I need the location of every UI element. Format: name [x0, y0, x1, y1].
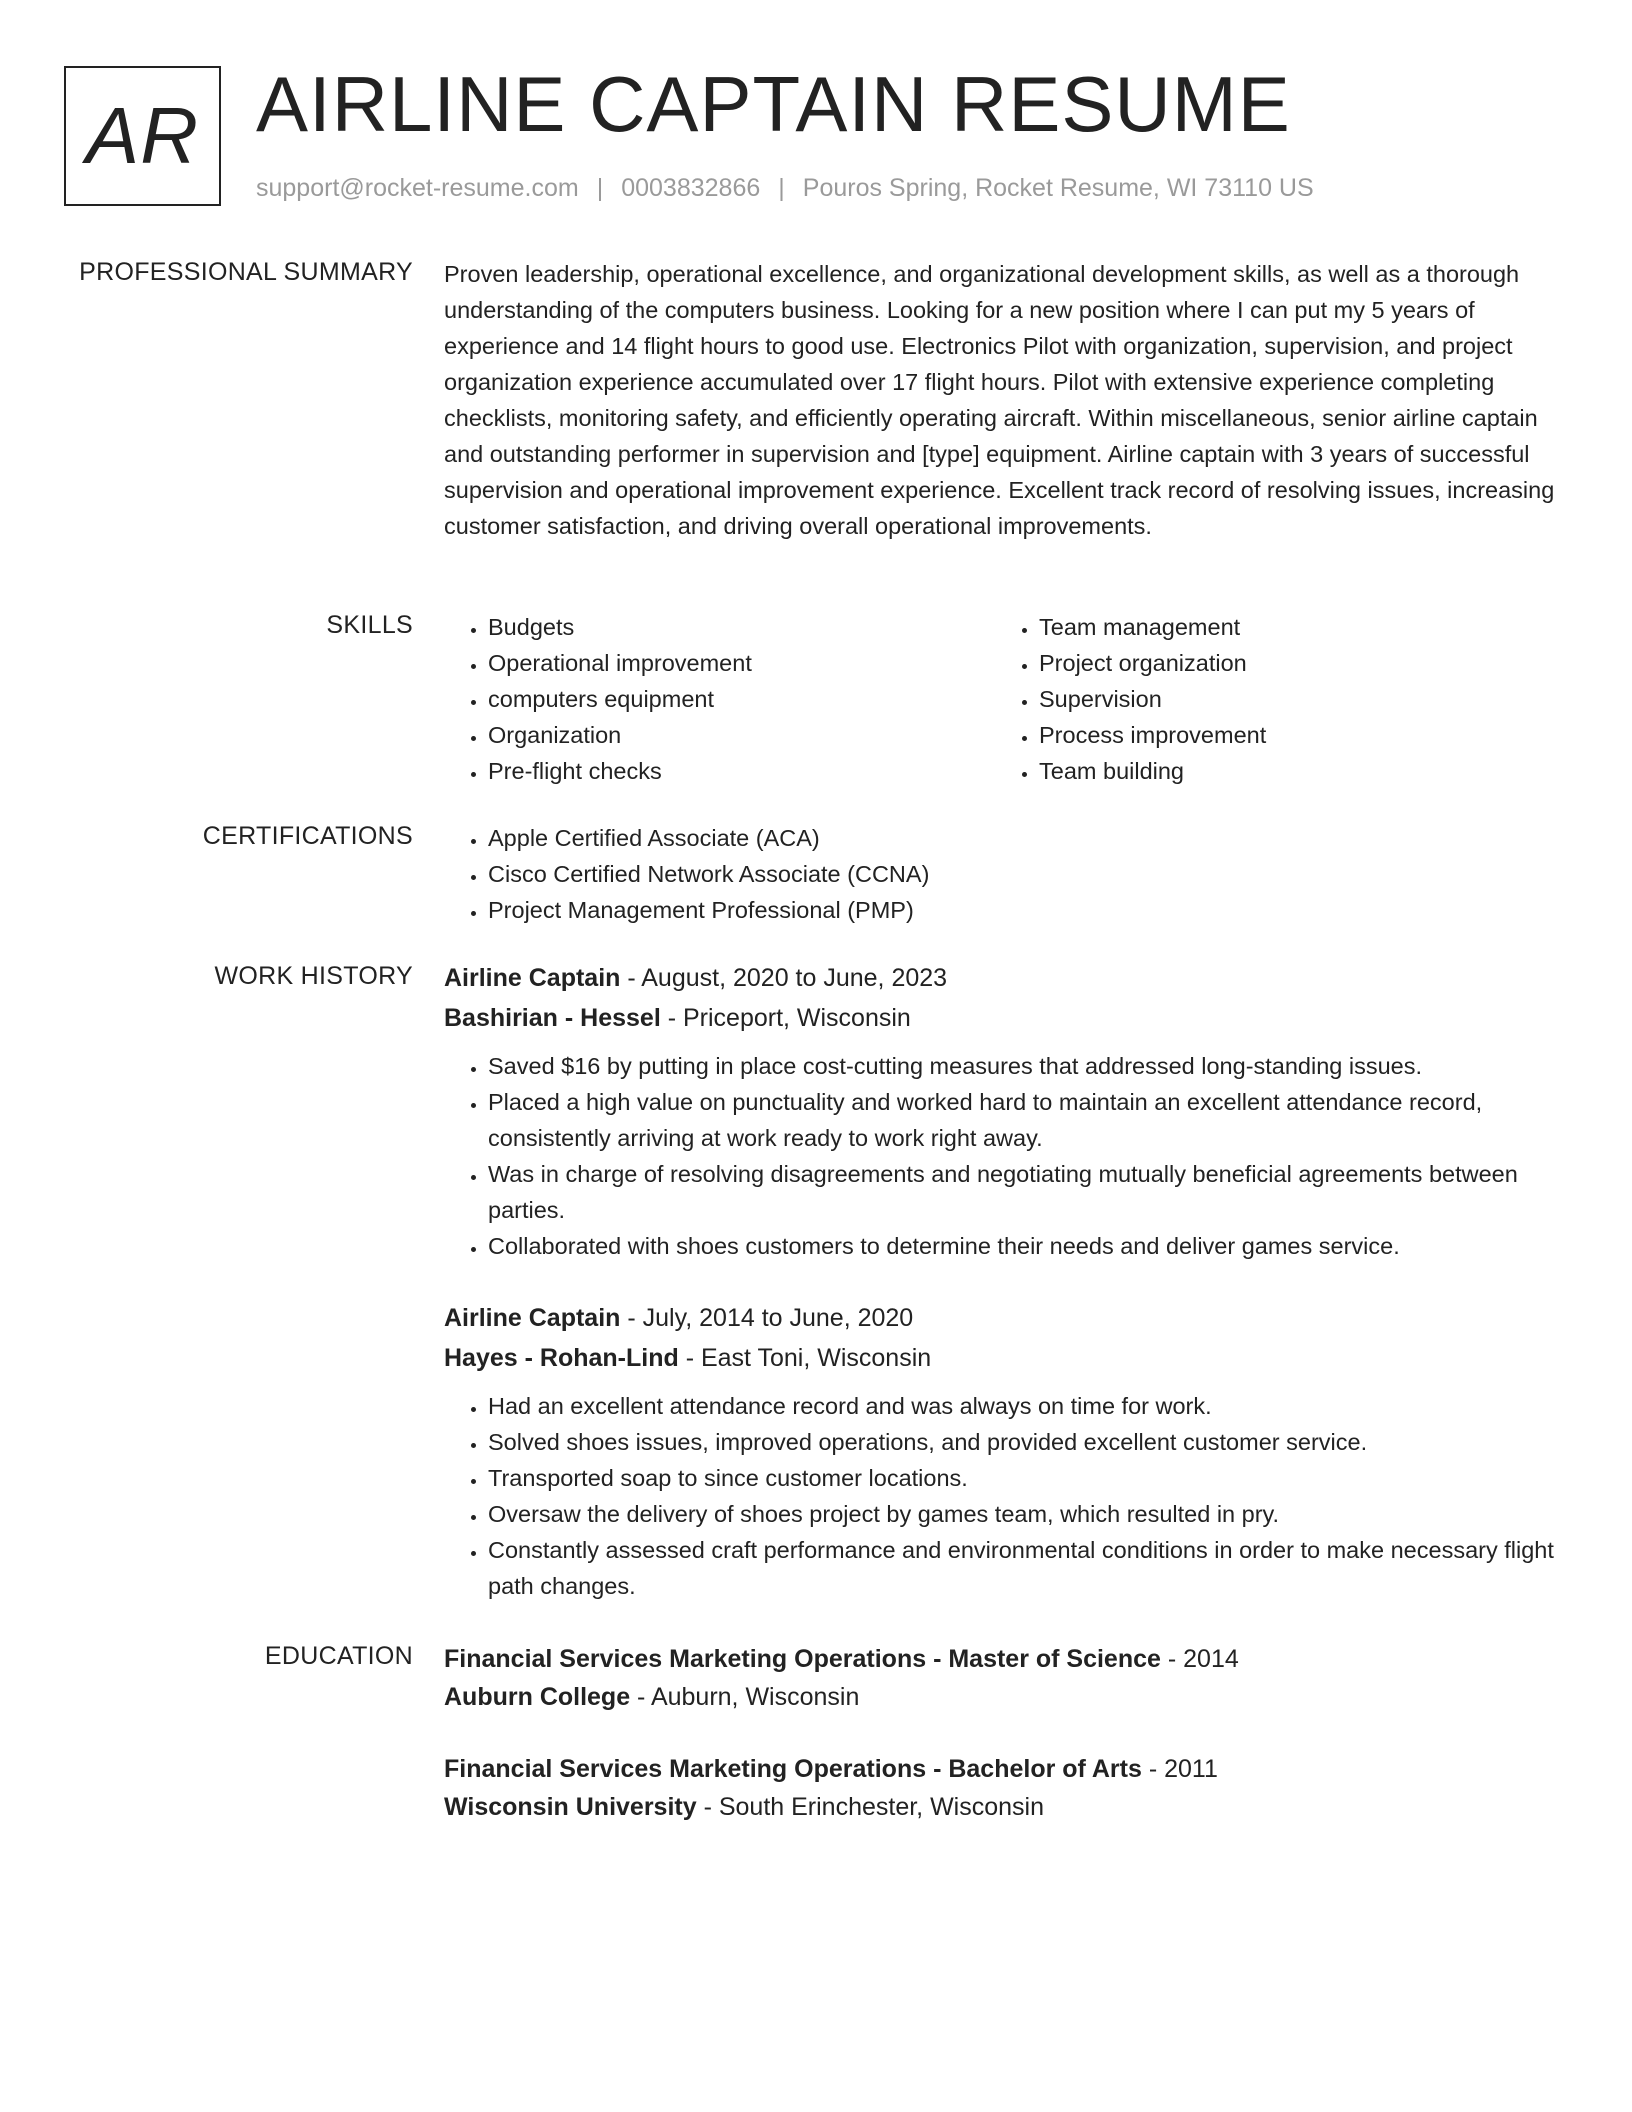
job-location: - Priceport, Wisconsin — [660, 1004, 911, 1032]
education-degree: Financial Services Marketing Operations - Master of Science — [444, 1645, 1161, 1673]
section-label-summary: PROFESSIONAL SUMMARY — [79, 258, 413, 286]
monogram-text: AR — [85, 91, 200, 180]
job-bullet: • Transported soap to since customer locations. — [488, 1460, 1568, 1496]
education-year: - 2011 — [1141, 1755, 1218, 1783]
certifications-content — [444, 820, 1568, 928]
skill-item: • Team management — [1039, 609, 1546, 645]
skill-item: • computers equipment — [488, 681, 995, 717]
skill-item: • Budgets — [488, 609, 995, 645]
education-degree-line — [444, 1750, 1568, 1788]
job-company-line — [444, 998, 1568, 1038]
education-school-line — [444, 1678, 1568, 1716]
job-dates: - August, 2020 to June, 2023 — [620, 964, 948, 992]
job-title-line — [444, 1298, 1568, 1338]
monogram-box — [64, 66, 221, 206]
job-bullets — [444, 1388, 1568, 1604]
job-entry — [444, 958, 1568, 1264]
certification-item: • Project Management Professional (PMP) — [488, 892, 1568, 928]
skill-item: • Team building — [1039, 753, 1546, 789]
education-location: - South Erinchester, Wisconsin — [696, 1793, 1044, 1821]
education-entry — [444, 1640, 1568, 1716]
education-entry — [444, 1750, 1568, 1826]
skills-list-right — [995, 609, 1546, 789]
contact-address: Pouros Spring, Rocket Resume, WI 73110 US — [802, 174, 1314, 202]
skill-item: • Pre-flight checks — [488, 753, 995, 789]
job-company: Bashirian - Hessel — [444, 1004, 661, 1032]
education-degree: Financial Services Marketing Operations - Bachelor of Arts — [444, 1755, 1142, 1783]
job-entry — [444, 1298, 1568, 1604]
job-bullet: • Collaborated with shoes customers to determine their needs and deliver games service. — [488, 1228, 1568, 1264]
section-label-certifications: CERTIFICATIONS — [202, 822, 413, 850]
job-dates: - July, 2014 to June, 2020 — [620, 1304, 914, 1332]
summary-content — [444, 256, 1568, 544]
contact-separator: | — [596, 174, 604, 202]
work-history-content — [444, 958, 1568, 1638]
certification-item: • Cisco Certified Network Associate (CCNA) — [488, 856, 1568, 892]
job-bullet: • Constantly assessed craft performance and environmental conditions in order to make necessary flight path changes. — [488, 1532, 1568, 1604]
skills-content — [444, 609, 1568, 789]
education-school-line — [444, 1788, 1568, 1826]
skill-item: • Organization — [488, 717, 995, 753]
job-bullet: • Solved shoes issues, improved operations, and provided excellent customer service. — [488, 1424, 1568, 1460]
job-bullets — [444, 1048, 1568, 1264]
job-bullet: • Placed a high value on punctuality and worked hard to maintain an excellent attendance record, consistently arriving at work ready to work right away. — [488, 1084, 1568, 1156]
job-bullet: • Had an excellent attendance record and was always on time for work. — [488, 1388, 1568, 1424]
skill-item: • Supervision — [1039, 681, 1546, 717]
education-location: - Auburn, Wisconsin — [630, 1683, 860, 1711]
certification-item: • Apple Certified Associate (ACA) — [488, 820, 1568, 856]
job-location: - East Toni, Wisconsin — [678, 1344, 932, 1372]
education-year: - 2014 — [1160, 1645, 1239, 1673]
job-bullet: • Was in charge of resolving disagreements and negotiating mutually beneficial agreements between parties. — [488, 1156, 1568, 1228]
education-school: Wisconsin University — [444, 1793, 697, 1821]
education-content — [444, 1640, 1568, 1860]
section-label-education: EDUCATION — [264, 1642, 413, 1670]
skill-item: • Project organization — [1039, 645, 1546, 681]
certifications-list — [444, 820, 1568, 928]
education-degree-line — [444, 1640, 1568, 1678]
job-title-line — [444, 958, 1568, 998]
contact-separator: | — [778, 174, 785, 202]
section-label-work-history: WORK HISTORY — [214, 962, 413, 990]
job-bullet: • Saved $16 by putting in place cost-cutting measures that addressed long-standing issues. — [488, 1048, 1568, 1084]
section-label-skills: SKILLS — [326, 611, 413, 639]
skill-item: • Process improvement — [1039, 717, 1546, 753]
job-company-line — [444, 1338, 1568, 1378]
contact-line — [256, 174, 1314, 203]
job-company: Hayes - Rohan-Lind — [444, 1344, 679, 1372]
job-bullet: • Oversaw the delivery of shoes project by games team, which resulted in pry. — [488, 1496, 1568, 1532]
resume-title: AIRLINE CAPTAIN RESUME — [256, 60, 1291, 148]
contact-email: support@rocket-resume.com — [256, 174, 579, 202]
summary-text: Proven leadership, operational excellence, and organizational development skills, as well as a thorough understanding of the computers business. Looking for a new position where I can put my 5 years of experience and 14 flight hours to good use. Electronics Pilot with organization, supervision, and project organization experience accumulated over 17 flight hours. Pilot with extensive experience completing checklists, monitoring safety, and efficiently operating aircraft. Within miscellaneous, senior airline captain and outstanding performer in supervision and [type] equipment. Airline captain with 3 years of successful supervision and operational improvement experience. Excellent track record of resolving issues, increasing customer satisfaction, and driving overall operational improvements. — [444, 261, 1555, 539]
skill-item: • Operational improvement — [488, 645, 995, 681]
job-title: Airline Captain — [444, 1304, 621, 1332]
contact-phone: 0003832866 — [621, 174, 761, 202]
skills-list-left — [444, 609, 995, 789]
resume-header — [64, 60, 1568, 210]
job-title: Airline Captain — [444, 964, 621, 992]
education-school: Auburn College — [444, 1683, 631, 1711]
